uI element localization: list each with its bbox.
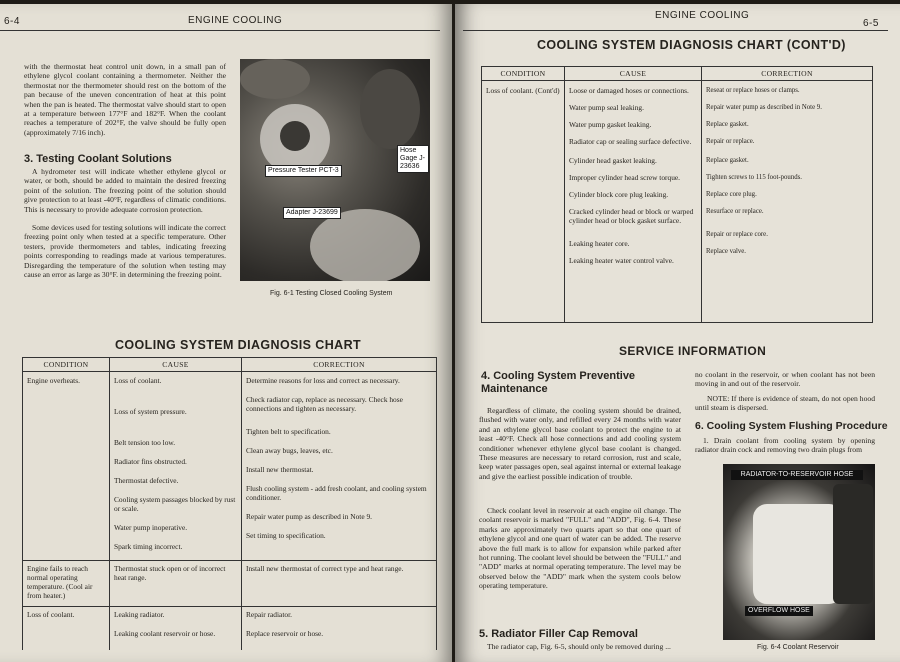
column-header-condition: CONDITION (482, 67, 565, 81)
table-row (23, 372, 437, 561)
condition-cell: Loss of coolant. (27, 610, 75, 619)
figure-photo (240, 59, 430, 281)
condition-cell: Engine fails to reach normal operating temperature. (Cool air from heater.) (27, 564, 93, 600)
correction-item: Set timing to specification. (246, 531, 326, 540)
correction-item: Install new thermostat. (246, 465, 314, 474)
cause-item: Cylinder block core plug leaking. (569, 190, 669, 199)
correction-item: Repair water pump as described in Note 9. (246, 512, 373, 521)
cause-item: Water pump seal leaking. (569, 103, 644, 112)
service-title: SERVICE INFORMATION (619, 344, 767, 358)
cause-item: Loss of system pressure. (114, 407, 187, 416)
page-number: 6-5 (863, 18, 879, 29)
correction-item: Determine reasons for loss and correct as necessary. (246, 376, 400, 385)
condition-cell: Loss of coolant. (Cont'd) (486, 86, 560, 95)
cause-item: Leaking heater core. (569, 239, 630, 248)
chart-title: COOLING SYSTEM DIAGNOSIS CHART (115, 338, 362, 352)
section-paragraph: Regardless of climate, the cooling system should be drained, flushed with water only, and refilled every 24 months with water and an ethylene glycol base coolant to protect the engine to at least -40°F. Check all hose connections and add cooling system conditioner whenever ethylene glycol base coolant is changed. These measures are necessary to retard corrosion, rust and scale, keep water passages open, seal against internal or external leakage and give the earliest possible indication of trouble. (479, 406, 681, 481)
right-page (455, 4, 900, 662)
correction-item: Reseat or replace hoses or clamps. (706, 87, 800, 94)
intro-paragraph: with the thermostat heat control unit down, in a small pan of ethylene glycol coolant containing a thermometer. Neither the thermostat nor the thermometer should rest on the bottom of the pan because of the uneven concentration of heat at this point when the pan is heated. The thermostat valve should start to open at a temperature between 177°F and 182°F. When the coolant reaches a temperature of 202°F, the valve should be fully open (approximately 7/16 inch). (24, 62, 226, 137)
table-row (23, 561, 437, 607)
cause-item: Loss of coolant. (114, 376, 162, 385)
section-heading: 3. Testing Coolant Solutions (24, 153, 172, 165)
cause-item: Leaking coolant reservoir or hose. (114, 629, 216, 638)
diagnosis-table (22, 357, 437, 650)
section-heading: 4. Cooling System Preventive Maintenance (481, 370, 636, 395)
cause-item: Cylinder head gasket leaking. (569, 156, 657, 165)
correction-item: Repair or replace. (706, 138, 755, 145)
label-overflow-hose: OVERFLOW HOSE (745, 606, 813, 616)
correction-item: Check radiator cap, replace as necessary. Check hose connections and tighten as necessary. (246, 395, 403, 413)
cause-item: Spark timing incorrect. (114, 542, 183, 551)
correction-item: Install new thermostat of correct type and heat range. (246, 564, 404, 573)
cause-item: Water pump inoperative. (114, 523, 188, 532)
correction-item: Replace core plug. (706, 191, 757, 198)
column-paragraph: no coolant in the reservoir, or when coolant has not been moving in and out of the reservoir. (695, 370, 875, 389)
cause-item: Thermostat defective. (114, 476, 179, 485)
correction-item: Clean away bugs, leaves, etc. (246, 446, 333, 455)
column-header-condition: CONDITION (23, 358, 110, 372)
label-reservoir-hose: RADIATOR-TO-RESERVOIR HOSE (731, 470, 863, 480)
correction-item: Repair radiator. (246, 610, 292, 619)
cause-item: Leaking heater water control valve. (569, 256, 674, 265)
header-rule (0, 30, 440, 31)
diagnosis-table (481, 66, 873, 323)
figure-caption: Fig. 6-1 Testing Closed Cooling System (270, 290, 393, 297)
cause-item: Leaking radiator. (114, 610, 165, 619)
correction-item: Tighten screws to 115 foot-pounds. (706, 174, 802, 181)
label-pressure-tester: Pressure Tester PCT-3 (265, 165, 342, 177)
correction-item: Replace valve. (706, 248, 747, 255)
section-paragraph: A hydrometer test will indicate whether ethylene glycol or water, or both, should be added to maintain the desired freezing point of the solution. The freezing point of the solution should give protection to at least -40°F, regardless of climatic conditions. This is necessary to provide adequate corrosion protection. (24, 167, 226, 214)
section-paragraph: 1. Drain coolant from cooling system by opening radiator drain cock and removing two drain plugs from (695, 436, 875, 455)
section-paragraph: Some devices used for testing solutions will indicate the correct freezing point only when tested at a specific temperature. Other testers, provide thermometers and tables, indicating freezing points corresponding to readings made at various temperatures. Disregarding the temperature of the solution when testing may cause an error as large as 30°F. in determining the freezing point. (24, 223, 226, 280)
correction-item: Repair or replace core. (706, 231, 768, 238)
cause-item: Improper cylinder head screw torque. (569, 173, 681, 182)
correction-item: Resurface or replace. (706, 208, 764, 215)
cause-item: Thermostat stuck open or of incorrect heat range. (114, 564, 226, 582)
table-row (23, 607, 437, 651)
note-paragraph: NOTE: If there is evidence of steam, do not open hood until steam is dispersed. (695, 394, 875, 413)
column-header-correction: CORRECTION (702, 67, 873, 81)
column-header-cause: CAUSE (110, 358, 242, 372)
label-hose-gage: Hose Gage J-23636 (397, 145, 429, 173)
table-row (482, 81, 873, 323)
correction-item: Tighten belt to specification. (246, 427, 331, 436)
running-header: ENGINE COOLING (655, 10, 750, 21)
section-paragraph: The radiator cap, Fig. 6-5, should only be removed during ... (487, 642, 671, 651)
header-rule (463, 30, 888, 31)
correction-item: Replace reservoir or hose. (246, 629, 324, 638)
section-paragraph: Check coolant level in reservoir at each engine oil change. The coolant reservoir is marked "FULL" and "ADD", Fig. 6-4. These marks are approximately two quarts apart so that one quart of ethylene glycol and one quart of water can be added. The reserve above the full mark is to allow for expansion while parked after hot running. The coolant level should be between the "FULL" and "ADD" marks at normal operating temperature. The level may be observed below the "ADD" mark when the system cools below operating temperature. (479, 506, 681, 591)
section-heading: 5. Radiator Filler Cap Removal (479, 628, 638, 640)
cause-item: Cracked cylinder head or block or warped cylinder head or block gasket surface. (569, 207, 694, 225)
correction-item: Replace gasket. (706, 157, 749, 164)
correction-item: Replace gasket. (706, 121, 749, 128)
cause-item: Water pump gasket leaking. (569, 120, 652, 129)
running-header: ENGINE COOLING (188, 15, 283, 26)
cause-item: Radiator cap or sealing surface defective. (569, 137, 692, 146)
condition-cell: Engine overheats. (27, 376, 80, 385)
label-adapter: Adapter J-23699 (283, 207, 341, 219)
cause-item: Radiator fins obstructed. (114, 457, 187, 466)
cause-item: Cooling system passages blocked by rust or scale. (114, 495, 236, 513)
column-header-correction: CORRECTION (242, 358, 437, 372)
correction-item: Repair water pump as described in Note 9. (706, 104, 822, 111)
page-number: 6-4 (4, 16, 20, 27)
cause-item: Loose or damaged hoses or connections. (569, 86, 689, 95)
chart-title: COOLING SYSTEM DIAGNOSIS CHART (CONT'D) (537, 38, 846, 52)
correction-item: Flush cooling system - add fresh coolant, and cooling system conditioner. (246, 484, 427, 502)
figure-caption: Fig. 6-4 Coolant Reservoir (757, 644, 839, 651)
section-heading: 6. Cooling System Flushing Procedure (695, 420, 888, 432)
cause-item: Belt tension too low. (114, 438, 176, 447)
column-header-cause: CAUSE (565, 67, 702, 81)
left-page (0, 4, 452, 662)
figure-photo (723, 464, 875, 640)
